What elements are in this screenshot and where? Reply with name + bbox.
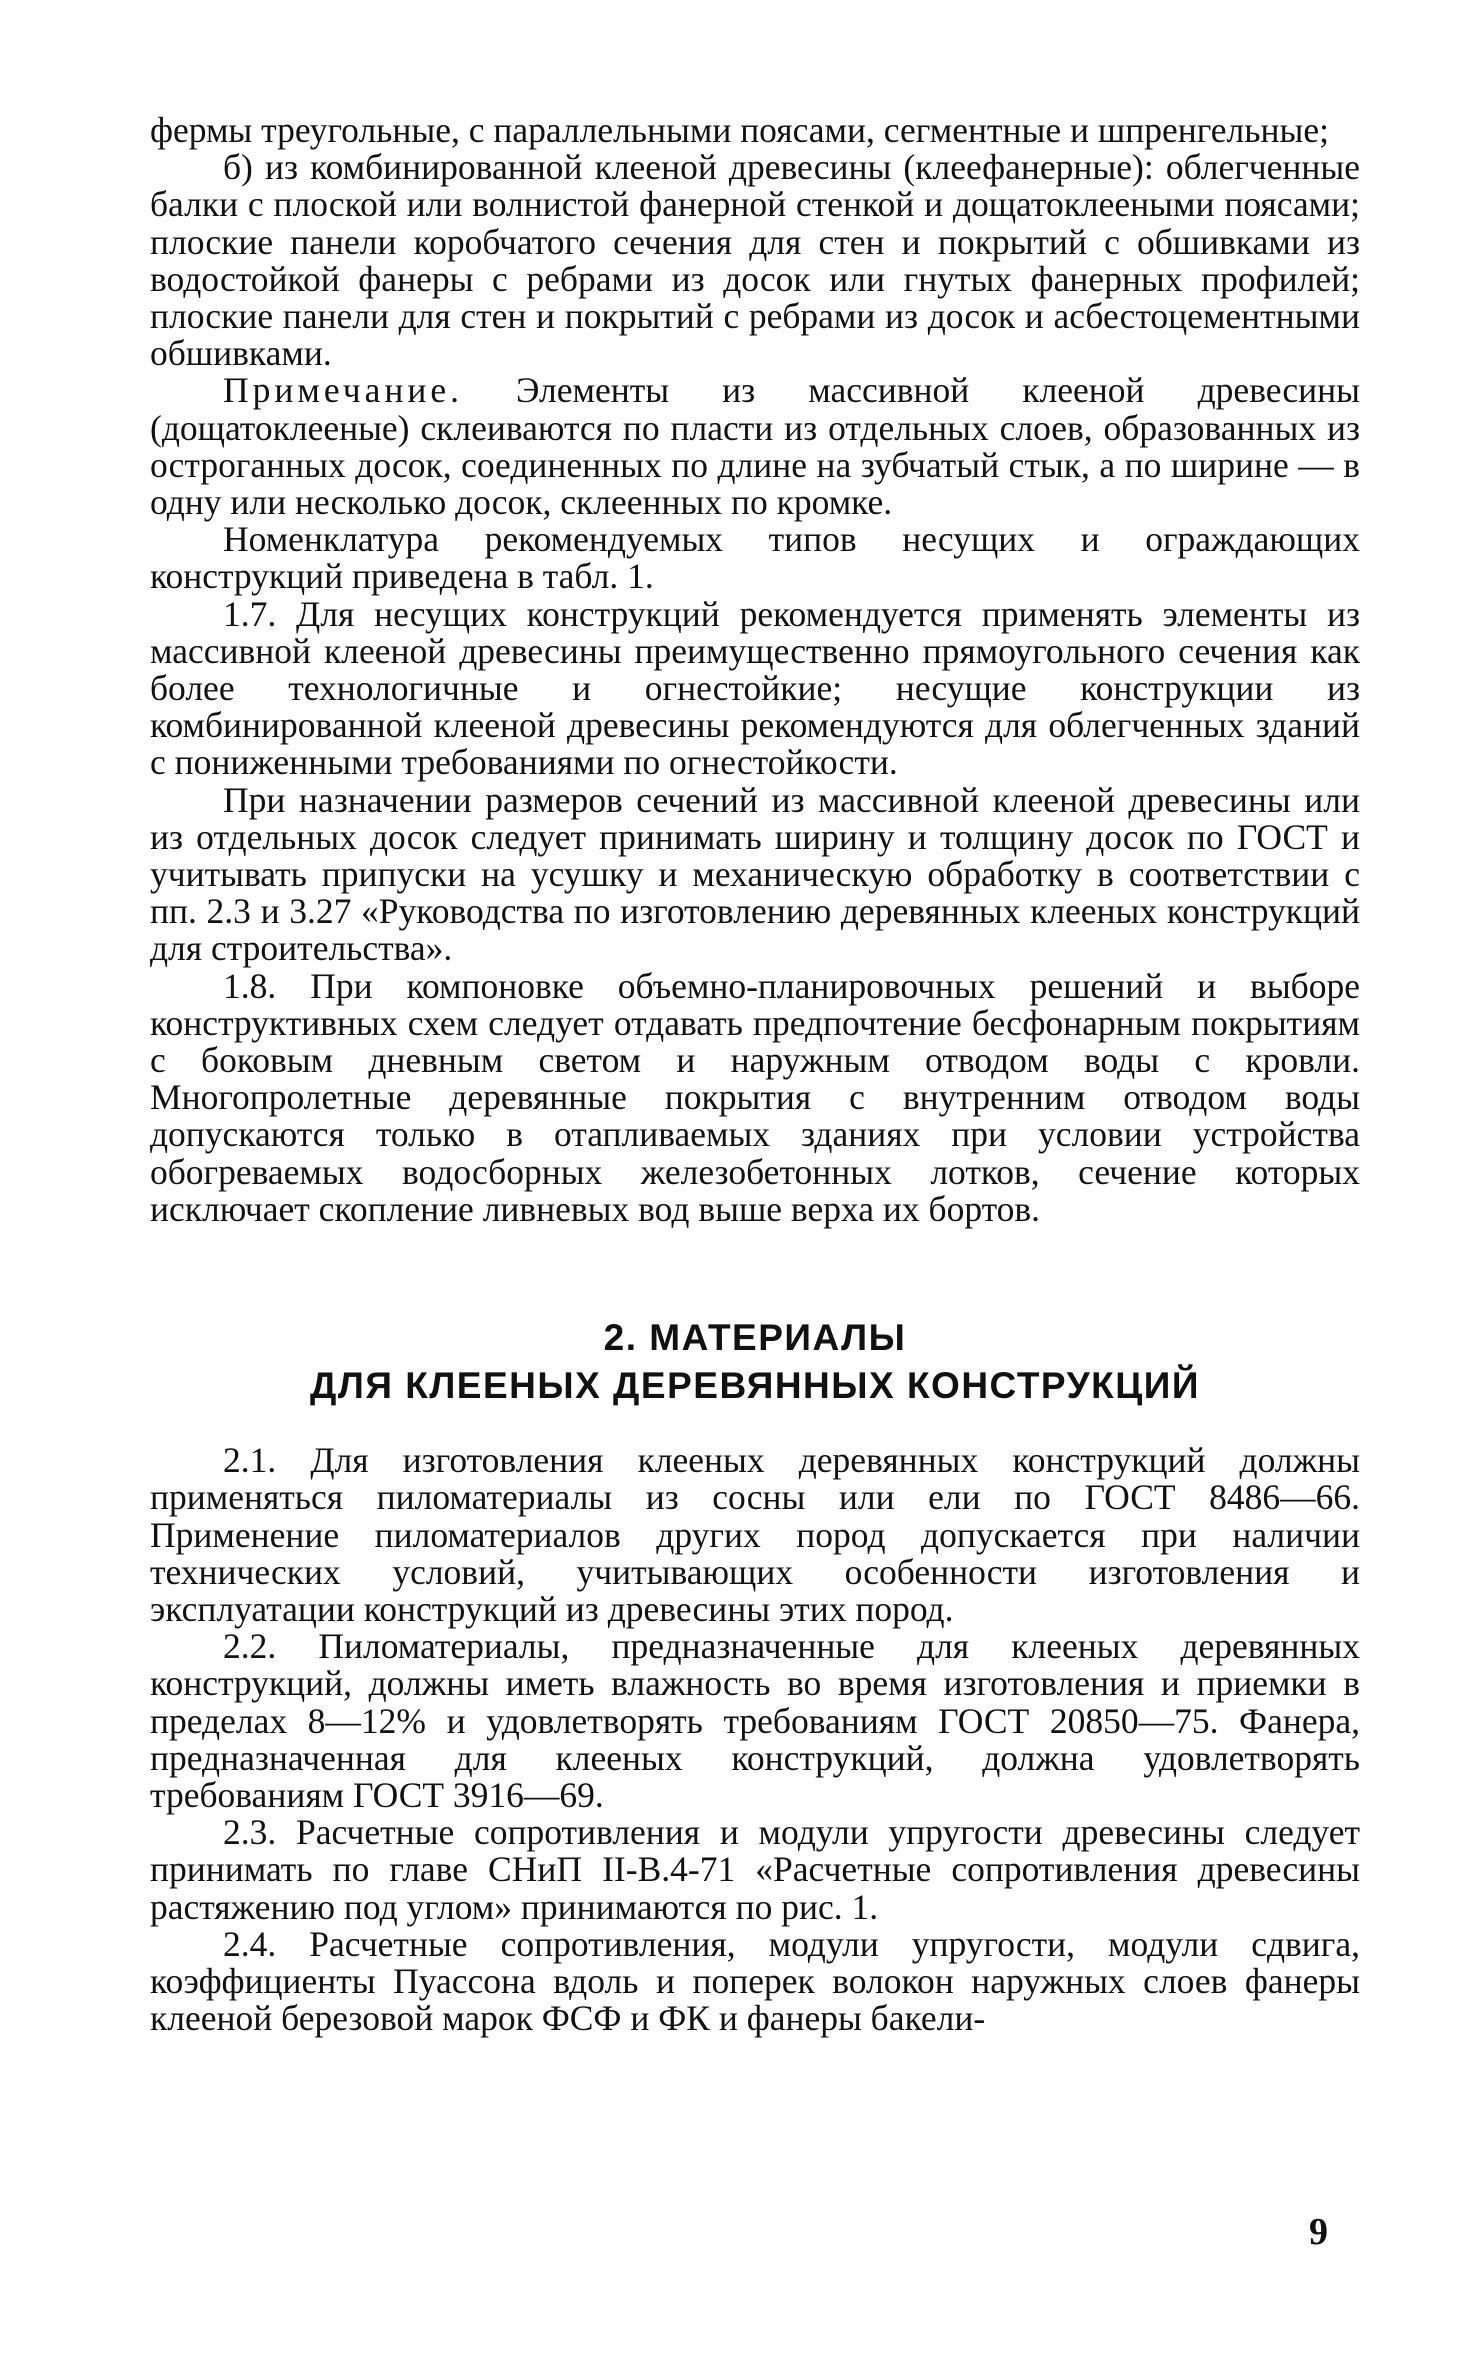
section-heading-line1: 2. МАТЕРИАЛЫ — [603, 1317, 907, 1359]
document-page — [150, 112, 1360, 2037]
paragraph-2-3: 2.3. Расчетные сопротивления и модули упругости древесины следует принимать по главе СНиП II-В.4-71 «Расчетные сопротивления древесины растяжению под углом» принимаются по рис. 1. — [150, 1812, 1360, 1927]
paragraph-1-8: 1.8. При компоновке объемно-планировочных решений и выборе конструктивных схем следует отдавать предпочтение бесфонарным покрытиям с боковым дневным светом и наружным отводом воды с кровли. Многопролетные деревянные покрытия с внутренним отводом воды допускаются только в отапливаемых зданиях при условии устройства обогреваемых водосборных железобетонных лотков, сечение которых исключает скопление ливневых вод выше верха их бортов. — [150, 965, 1360, 1229]
section-heading-line2: ДЛЯ КЛЕЕНЫХ ДЕРЕВЯННЫХ КОНСТРУКЦИЙ — [310, 1365, 1200, 1407]
paragraph-trusses-continued: фермы треугольные, с параллельными поясами, сегментные и шпренгельные; — [150, 110, 1329, 150]
paragraph-2-4: 2.4. Расчетные сопротивления, модули упругости, модули сдвига, коэффициенты Пуассона вдоль и поперек волокон наружных слоев фанеры клееной березовой марок ФСФ и ФК и фанеры бакели- — [150, 1923, 1360, 2039]
paragraph-2-1: 2.1. Для изготовления клееных деревянных конструкций должны применяться пиломатериалы из сосны или ели по ГОСТ 8486—66. Применение пиломатериалов других пород допускается при наличии технических условий, учитывающих особенности изготовления и эксплуатации конструкций из древесины этих пород. — [150, 1440, 1360, 1629]
page-number: 9 — [1309, 2211, 1328, 2253]
note-label: Примечание. — [223, 370, 463, 411]
paragraph-note — [150, 372, 1360, 521]
paragraph-nomenclature: Номенклатура рекомендуемых типов несущих и ограждающих конструкций приведена в табл. 1. — [150, 519, 1360, 597]
paragraph-combined-glued-wood: б) из комбинированной клееной древесины (клеефанерные): облегченные балки с плоской или волнистой фанерной стенкой и дощатоклееными поясами; плоские панели коробчатого сечения для стен и покрытий с обшивками из водостойкой фанеры с ребрами из досок или гнутых фанерных профилей; плоские панели для стен и покрытий с ребрами из досок и асбестоцементными обшивками. — [150, 147, 1360, 374]
paragraph-section-sizes: При назначении размеров сечений из массивной клееной древесины или из отдельных досок следует принимать ширину и толщину досок по ГОСТ и учитывать припуски на усушку и механическую обработку в соответствии с пп. 2.3 и 3.27 «Руководства по изготовлению деревянных клееных конструкций для строительства». — [150, 779, 1360, 969]
note-text: Элементы из массивной клееной древесины (дощатоклееные) склеиваются по пласти из отдельных слоев, образованных из остроганных досок, соединенных по длине на зубчатый стык, а по ширине — в одну или несколько досок, склеенных по кромке. — [150, 370, 1360, 523]
paragraph-1-7: 1.7. Для несущих конструкций рекомендуется применять элементы из массивной клееной древесины преимущественно прямоугольного сечения как более технологичные и огнестойкие; несущие конструкции из комбинированной клееной древесины рекомендуются для облегченных зданий с пониженными требованиями по огнестойкости. — [150, 593, 1360, 783]
paragraph-2-2: 2.2. Пиломатериалы, предназначенные для клееных деревянных конструкций, должны иметь влажность во время изготовления и приемки в пределах 8—12% и удовлетворять требованиям ГОСТ 20850—75. Фанера, предназначенная для клееных конструкций, должна удовлетворять требованиям ГОСТ 3916—69. — [150, 1626, 1360, 1815]
section-heading — [150, 1314, 1360, 1410]
